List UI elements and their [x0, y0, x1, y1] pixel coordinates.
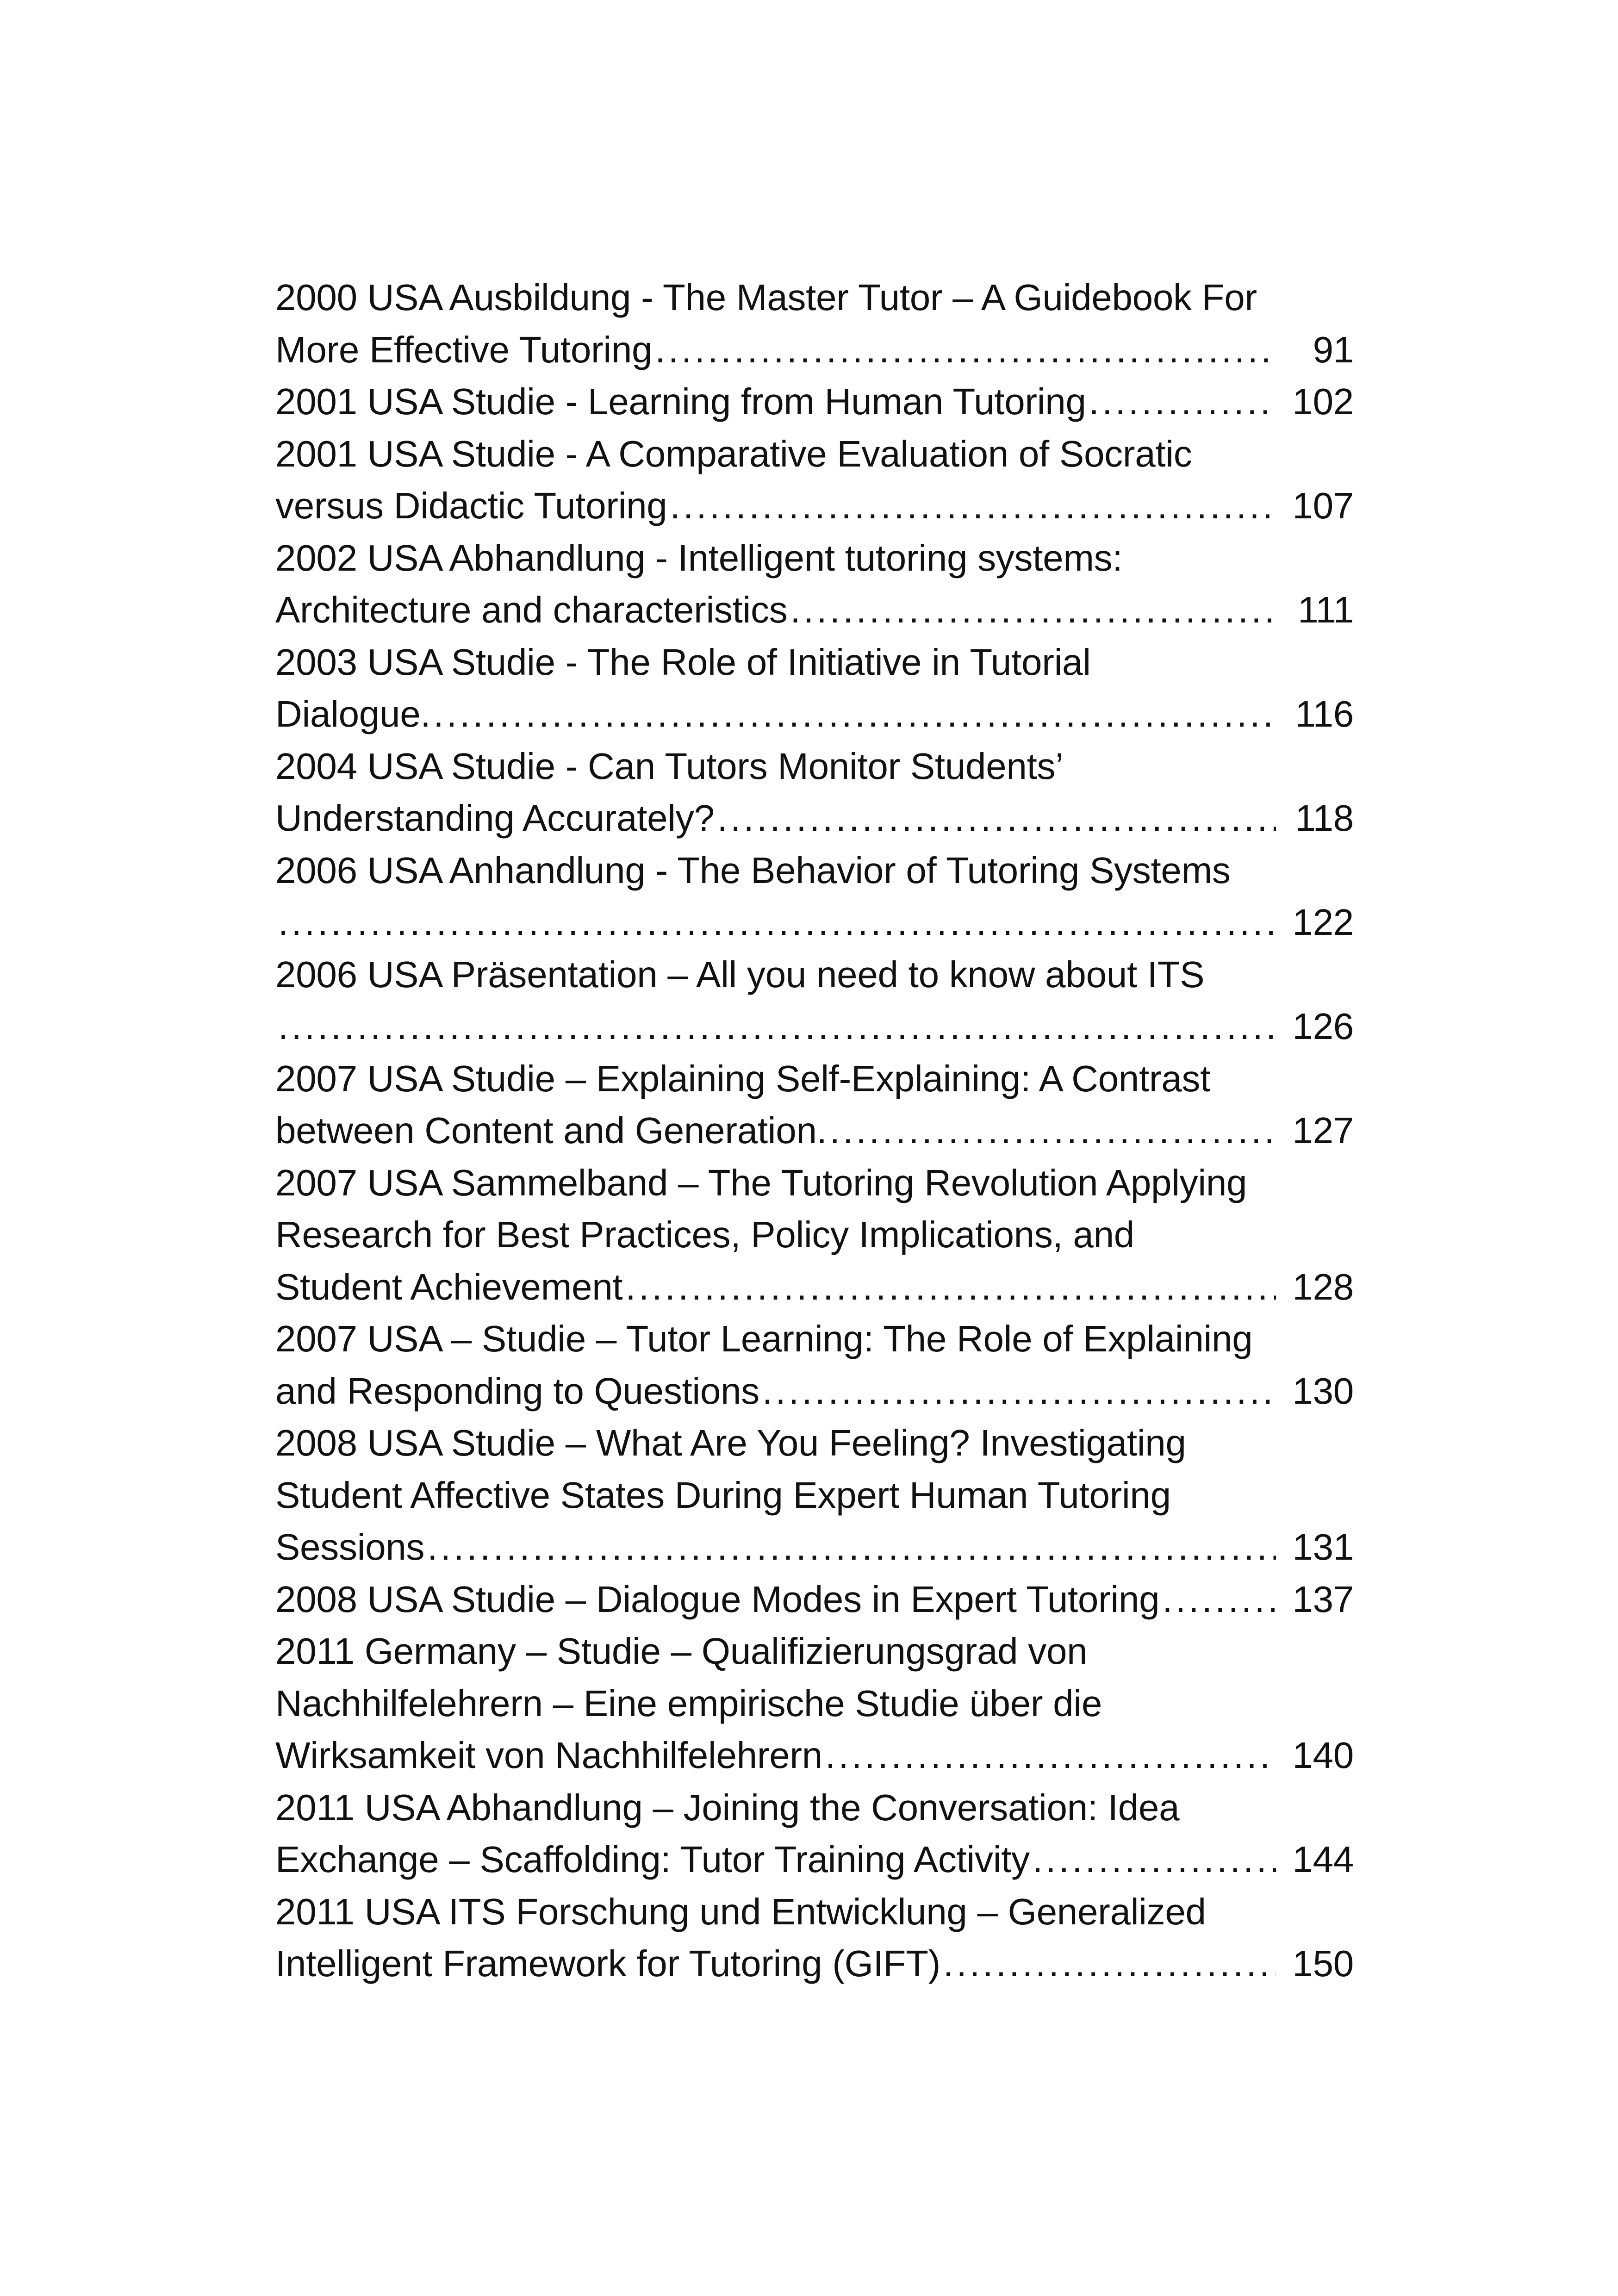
- dot-leader: [427, 1521, 1276, 1574]
- dot-leader: [655, 324, 1276, 376]
- toc-entry[interactable]: [275, 740, 1354, 845]
- toc-entry[interactable]: [275, 1313, 1354, 1417]
- toc-entry[interactable]: [275, 1157, 1354, 1313]
- toc-entry-text: between Content and Generation.: [275, 1110, 827, 1151]
- toc-page-number: 140: [1292, 1735, 1354, 1776]
- toc-entry-text: 2006 USA Präsentation – All you need to know about ITS: [275, 953, 1205, 995]
- toc-entry-text: Student Achievement: [275, 1266, 623, 1307]
- toc-entry-text: 2007 USA Studie – Explaining Self-Explaining: A Contrast: [275, 1058, 1211, 1099]
- toc-entry[interactable]: [275, 532, 1354, 636]
- toc-entry-text: 2007 USA – Studie – Tutor Learning: The Role of Explaining: [275, 1318, 1253, 1359]
- toc-entry-text: Student Affective States During Expert Human Tutoring: [275, 1474, 1171, 1516]
- toc-page-number: 137: [1292, 1578, 1354, 1620]
- toc-page-number: 127: [1292, 1110, 1354, 1151]
- toc-page-number: 111: [1298, 589, 1354, 630]
- dot-leader: [943, 1938, 1276, 1990]
- dot-leader: [825, 1730, 1276, 1782]
- toc-entry[interactable]: [275, 845, 1354, 949]
- dot-leader: [278, 1001, 1276, 1053]
- toc-entry-text: 2006 USA Anhandlung - The Behavior of Tutoring Systems: [275, 849, 1231, 891]
- toc-entry[interactable]: [275, 272, 1354, 376]
- toc-entry-text: 2004 USA Studie - Can Tutors Monitor Students’: [275, 745, 1064, 787]
- toc-entry-text: Nachhilfelehrern – Eine empirische Studie über die: [275, 1682, 1102, 1724]
- toc-entry-text: Sessions: [275, 1526, 425, 1568]
- toc-page-number: 128: [1292, 1266, 1354, 1307]
- toc-entry-text: 2011 USA ITS Forschung und Entwicklung – Generalized: [275, 1891, 1206, 1932]
- dot-leader: [830, 1105, 1276, 1157]
- dot-leader: [670, 480, 1276, 532]
- toc-entry-text: 2001 USA Studie - Learning from Human Tutoring: [275, 381, 1086, 422]
- toc-page-number: 122: [1292, 902, 1354, 943]
- toc-entry-text: 2011 Germany – Studie – Qualifizierungsgrad von: [275, 1630, 1088, 1672]
- toc-entry[interactable]: [275, 949, 1354, 1053]
- toc-page-number: 91: [1313, 329, 1354, 370]
- toc-entry-text: versus Didactic Tutoring: [275, 485, 667, 526]
- toc-entry-text: Intelligent Framework for Tutoring (GIFT): [275, 1943, 940, 1984]
- toc-entry[interactable]: [275, 1574, 1354, 1626]
- toc-entry[interactable]: [275, 1886, 1354, 1990]
- toc-entry[interactable]: [275, 1417, 1354, 1574]
- toc-page-number: 116: [1295, 693, 1354, 734]
- toc-page-number: 107: [1292, 485, 1354, 526]
- dot-leader: [762, 1365, 1276, 1418]
- dot-leader: [790, 584, 1276, 636]
- toc-page-number: 118: [1295, 797, 1354, 839]
- toc-entry-text: 2008 USA Studie – Dialogue Modes in Expert Tutoring: [275, 1578, 1160, 1620]
- toc-entry-text: 2003 USA Studie - The Role of Initiative in Tutorial: [275, 641, 1091, 683]
- toc-entry[interactable]: [275, 1053, 1354, 1157]
- toc-entry[interactable]: [275, 1625, 1354, 1782]
- toc-entry-text: 2007 USA Sammelband – The Tutoring Revolution Applying: [275, 1162, 1247, 1203]
- toc-entry-text: 2001 USA Studie - A Comparative Evaluation of Socratic: [275, 433, 1192, 474]
- dot-leader: [278, 896, 1276, 949]
- dot-leader: [717, 792, 1276, 845]
- toc-entry-text: 2002 USA Abhandlung - Intelligent tutoring systems:: [275, 537, 1123, 579]
- toc-entry-text: Architecture and characteristics: [275, 589, 788, 630]
- toc-page-number: 126: [1292, 1006, 1354, 1047]
- dot-leader: [433, 688, 1276, 740]
- toc-entry-text: Dialogue.: [275, 693, 431, 734]
- toc-entry[interactable]: [275, 1782, 1354, 1886]
- toc-entry-text: More Effective Tutoring: [275, 329, 653, 370]
- toc-page-number: 102: [1292, 381, 1354, 422]
- dot-leader: [1033, 1834, 1276, 1886]
- toc-page-number: 150: [1292, 1943, 1354, 1984]
- toc-entry[interactable]: [275, 636, 1354, 740]
- toc-entry[interactable]: [275, 428, 1354, 532]
- dot-leader: [1162, 1574, 1276, 1626]
- toc-entry-text: 2000 USA Ausbildung - The Master Tutor – A Guidebook For: [275, 277, 1257, 318]
- toc-entry-text: 2008 USA Studie – What Are You Feeling? Investigating: [275, 1422, 1186, 1463]
- toc-entry-text: Understanding Accurately?: [275, 797, 715, 839]
- toc-page-number: 130: [1292, 1370, 1354, 1412]
- toc-entry-text: Exchange – Scaffolding: Tutor Training Activity: [275, 1839, 1030, 1880]
- toc-entry[interactable]: [275, 376, 1354, 428]
- toc-entry-text: and Responding to Questions: [275, 1370, 759, 1412]
- toc-entry-text: 2011 USA Abhandlung – Joining the Conversation: Idea: [275, 1786, 1180, 1828]
- dot-leader: [1089, 376, 1276, 428]
- toc-entry-text: Wirksamkeit von Nachhilfelehrern: [275, 1735, 822, 1776]
- table-of-contents: [275, 272, 1354, 1990]
- toc-entry-text: Research for Best Practices, Policy Implications, and: [275, 1214, 1134, 1255]
- toc-page-number: 144: [1292, 1839, 1354, 1880]
- dot-leader: [625, 1261, 1276, 1313]
- toc-page-number: 131: [1292, 1526, 1354, 1568]
